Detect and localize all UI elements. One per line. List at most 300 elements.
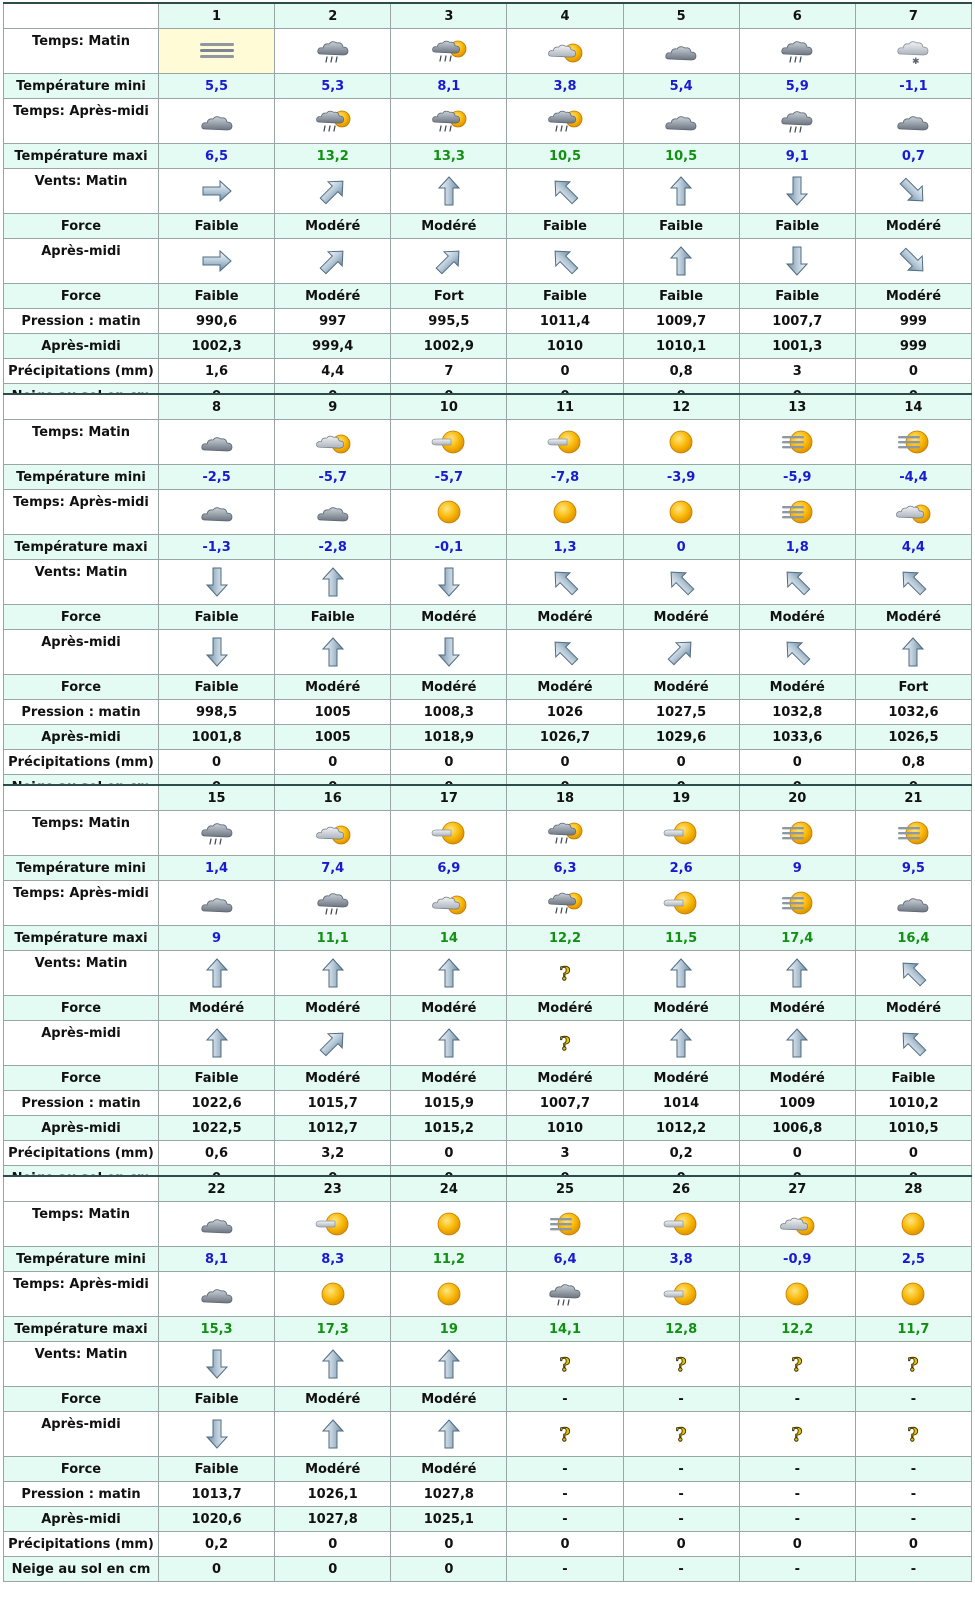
row-morning-weather: [4, 1202, 972, 1247]
weather-cell: [159, 811, 275, 856]
haze-sun-icon: [545, 428, 585, 456]
header-corner: [4, 785, 159, 811]
min-temp-value: -7,8: [507, 465, 623, 490]
header-corner: [4, 394, 159, 420]
min-temp-value: 2,6: [623, 856, 739, 881]
snow-depth-value: -: [855, 1557, 971, 1582]
arrow-up-icon: [200, 1026, 234, 1060]
weather-cell: [159, 420, 275, 465]
wind-cell: [391, 951, 507, 996]
arrow-up-icon: [432, 956, 466, 990]
max-temp-value: 16,4: [855, 926, 971, 951]
wind-cell: [275, 1412, 391, 1457]
arrow-up-icon: [432, 174, 466, 208]
row-label: Pression : matin: [4, 700, 159, 725]
wind-cell: [623, 239, 739, 284]
day-number: 20: [739, 785, 855, 811]
weather-cell: [391, 99, 507, 144]
unknown-icon: [901, 1350, 925, 1378]
day-number: 26: [623, 1176, 739, 1202]
cloud-icon: [661, 37, 701, 65]
precipitation-value: 0,2: [623, 1141, 739, 1166]
row-max-temp: [4, 1317, 972, 1342]
weather-cell: [623, 99, 739, 144]
weather-cell: [391, 881, 507, 926]
row-force-morning: [4, 605, 972, 630]
wind-cell: [507, 630, 623, 675]
precipitation-value: 0: [275, 1532, 391, 1557]
unknown-icon: [553, 1420, 577, 1448]
wind-force-value: Modéré: [507, 675, 623, 700]
cloud-sun-icon: [893, 498, 933, 526]
sun-icon: [429, 1280, 469, 1308]
arrow-down-right-icon: [896, 174, 930, 208]
pressure-value: 1005: [275, 700, 391, 725]
row-label: Force: [4, 675, 159, 700]
precipitation-value: 0,8: [855, 750, 971, 775]
min-temp-value: -1,1: [855, 74, 971, 99]
pressure-value: 997: [275, 309, 391, 334]
day-number: 11: [507, 394, 623, 420]
haze-sun-icon: [661, 1210, 701, 1238]
fog-icon: [197, 38, 237, 64]
row-label: Précipitations (mm): [4, 750, 159, 775]
weather-cell: [507, 881, 623, 926]
weather-cell: [275, 881, 391, 926]
min-temp-value: 5,4: [623, 74, 739, 99]
pressure-value: 999: [855, 309, 971, 334]
row-label: Force: [4, 1457, 159, 1482]
row-label: Précipitations (mm): [4, 1141, 159, 1166]
pressure-value: 1013,7: [159, 1482, 275, 1507]
max-temp-value: 17,4: [739, 926, 855, 951]
row-label: Temps: Matin: [4, 29, 159, 74]
day-number: 2: [275, 3, 391, 29]
wind-cell: [855, 169, 971, 214]
row-morning-wind: [4, 1342, 972, 1387]
row-label: Temps: Après-midi: [4, 881, 159, 926]
weather-cell: [275, 1272, 391, 1317]
min-temp-value: 9,5: [855, 856, 971, 881]
cloud-icon: [197, 107, 237, 135]
precipitation-value: 0: [739, 1532, 855, 1557]
wind-force-value: Modéré: [855, 214, 971, 239]
pressure-value: 1010: [507, 1116, 623, 1141]
week-table-3: [3, 784, 972, 1191]
wind-cell: [855, 1342, 971, 1387]
unknown-icon: [553, 1029, 577, 1057]
cloud-icon: [197, 428, 237, 456]
wind-force-value: -: [739, 1457, 855, 1482]
row-precipitation: [4, 359, 972, 384]
row-label: Neige au sol en cm: [4, 1557, 159, 1582]
svg-text:✱: ✱: [912, 57, 920, 66]
row-afternoon-weather: [4, 881, 972, 926]
wind-force-value: Modéré: [275, 1387, 391, 1412]
wind-cell: [507, 1342, 623, 1387]
precipitation-value: 0: [507, 1532, 623, 1557]
arrow-up-icon: [316, 1417, 350, 1451]
mist-sun-icon: [893, 428, 933, 456]
weather-cell: [507, 490, 623, 535]
day-number: 4: [507, 3, 623, 29]
wind-cell: [391, 1412, 507, 1457]
haze-sun-icon: [313, 1210, 353, 1238]
wind-force-value: Faible: [159, 1457, 275, 1482]
pressure-value: 1026,7: [507, 725, 623, 750]
wind-force-value: Faible: [855, 1066, 971, 1091]
max-temp-value: -1,3: [159, 535, 275, 560]
max-temp-value: 6,5: [159, 144, 275, 169]
cloud-icon: [197, 889, 237, 917]
arrow-down-icon: [200, 565, 234, 599]
min-temp-value: 6,4: [507, 1247, 623, 1272]
pressure-value: 1020,6: [159, 1507, 275, 1532]
weather-cell: [855, 1272, 971, 1317]
wind-force-value: Modéré: [275, 1066, 391, 1091]
row-label: Après-midi: [4, 1412, 159, 1457]
wind-force-value: Faible: [507, 214, 623, 239]
rain-icon: [777, 36, 817, 66]
row-label: Température mini: [4, 74, 159, 99]
row-precipitation: [4, 1532, 972, 1557]
weather-cell: [739, 420, 855, 465]
cloud-sun-icon: [545, 37, 585, 65]
wind-force-value: Modéré: [275, 1457, 391, 1482]
svg-text:?: ?: [791, 1354, 803, 1376]
weather-cell: [739, 490, 855, 535]
row-label: Temps: Après-midi: [4, 99, 159, 144]
row-min-temp: [4, 856, 972, 881]
pressure-value: 1010,5: [855, 1116, 971, 1141]
precipitation-value: 0,2: [159, 1532, 275, 1557]
wind-cell: [623, 630, 739, 675]
cloud-sun-icon: [313, 819, 353, 847]
wind-cell: [507, 239, 623, 284]
svg-text:?: ?: [675, 1354, 687, 1376]
weather-cell: [159, 1272, 275, 1317]
arrow-up-icon: [432, 1417, 466, 1451]
arrow-up-icon: [664, 174, 698, 208]
day-number: 17: [391, 785, 507, 811]
wind-force-value: Faible: [159, 284, 275, 309]
weather-cell: [159, 29, 275, 74]
pressure-value: 1014: [623, 1091, 739, 1116]
unknown-icon: [669, 1350, 693, 1378]
day-header-row: [4, 394, 972, 420]
row-max-temp: [4, 144, 972, 169]
arrow-up-left-icon: [780, 635, 814, 669]
weather-cell: [623, 881, 739, 926]
max-temp-value: 11,5: [623, 926, 739, 951]
precipitation-value: 0: [855, 1532, 971, 1557]
arrow-up-left-icon: [780, 565, 814, 599]
wind-cell: [855, 1412, 971, 1457]
weather-cell: [507, 420, 623, 465]
wind-force-value: Modéré: [275, 996, 391, 1021]
precipitation-value: 0,8: [623, 359, 739, 384]
wind-force-value: Modéré: [391, 605, 507, 630]
wind-cell: [855, 239, 971, 284]
wind-cell: [739, 239, 855, 284]
min-temp-value: 6,3: [507, 856, 623, 881]
unknown-icon: [785, 1420, 809, 1448]
min-temp-value: -4,4: [855, 465, 971, 490]
arrow-up-right-icon: [432, 244, 466, 278]
row-label: Temps: Matin: [4, 811, 159, 856]
weather-cell: [855, 881, 971, 926]
row-label: Précipitations (mm): [4, 1532, 159, 1557]
wind-force-value: Modéré: [275, 214, 391, 239]
weather-cell: [159, 1202, 275, 1247]
wind-cell: [159, 1412, 275, 1457]
row-afternoon-weather: [4, 1272, 972, 1317]
unknown-icon: [901, 1420, 925, 1448]
day-number: 6: [739, 3, 855, 29]
min-temp-value: 1,4: [159, 856, 275, 881]
svg-text:?: ?: [907, 1424, 919, 1446]
min-temp-value: -5,9: [739, 465, 855, 490]
arrow-down-icon: [200, 635, 234, 669]
row-pressure-afternoon: [4, 1116, 972, 1141]
wind-force-value: Faible: [623, 214, 739, 239]
unknown-icon: [669, 1420, 693, 1448]
precipitation-value: 0: [855, 359, 971, 384]
arrow-down-icon: [200, 1347, 234, 1381]
pressure-value: 999: [855, 334, 971, 359]
precipitation-value: 0: [159, 750, 275, 775]
wind-cell: [855, 1021, 971, 1066]
sun-icon: [893, 1280, 933, 1308]
unknown-icon: [785, 1350, 809, 1378]
wind-force-value: Modéré: [159, 996, 275, 1021]
min-temp-value: -5,7: [275, 465, 391, 490]
row-label: Après-midi: [4, 1021, 159, 1066]
wind-cell: [739, 169, 855, 214]
row-force-afternoon: [4, 284, 972, 309]
snow-depth-value: 0: [159, 1557, 275, 1582]
row-pressure-morning: [4, 1482, 972, 1507]
wind-cell: [391, 560, 507, 605]
max-temp-value: 11,7: [855, 1317, 971, 1342]
wind-force-value: Modéré: [391, 675, 507, 700]
arrow-up-icon: [664, 956, 698, 990]
max-temp-value: 9: [159, 926, 275, 951]
wind-force-value: Faible: [159, 214, 275, 239]
wind-force-value: Faible: [507, 284, 623, 309]
snow-depth-value: 0: [275, 1557, 391, 1582]
wind-cell: [739, 1021, 855, 1066]
wind-cell: [159, 1021, 275, 1066]
weather-cell: [391, 1272, 507, 1317]
row-morning-weather: [4, 420, 972, 465]
svg-text:?: ?: [675, 1424, 687, 1446]
day-number: 25: [507, 1176, 623, 1202]
weather-cell: [855, 1202, 971, 1247]
row-max-temp: [4, 535, 972, 560]
weather-cell: [391, 29, 507, 74]
row-label: Température maxi: [4, 926, 159, 951]
arrow-up-right-icon: [316, 174, 350, 208]
max-temp-value: 12,2: [507, 926, 623, 951]
wind-force-value: Faible: [159, 1066, 275, 1091]
weather-cell: [159, 490, 275, 535]
pressure-value: 1026: [507, 700, 623, 725]
row-max-temp: [4, 926, 972, 951]
weather-cell: [391, 811, 507, 856]
rain-sun-icon: [313, 106, 353, 136]
row-afternoon-wind: [4, 630, 972, 675]
arrow-down-icon: [780, 174, 814, 208]
row-label: Après-midi: [4, 725, 159, 750]
wind-force-value: Modéré: [391, 996, 507, 1021]
min-temp-value: -2,5: [159, 465, 275, 490]
row-pressure-morning: [4, 1091, 972, 1116]
min-temp-value: -0,9: [739, 1247, 855, 1272]
row-morning-wind: [4, 560, 972, 605]
arrow-down-right-icon: [896, 244, 930, 278]
min-temp-value: 7,4: [275, 856, 391, 881]
day-number: 10: [391, 394, 507, 420]
precipitation-value: 0: [391, 750, 507, 775]
wind-force-value: Fort: [391, 284, 507, 309]
pressure-value: 1027,8: [275, 1507, 391, 1532]
arrow-up-icon: [432, 1347, 466, 1381]
wind-cell: [159, 1342, 275, 1387]
weather-cell: [855, 29, 971, 74]
precipitation-value: 7: [391, 359, 507, 384]
row-afternoon-weather: [4, 99, 972, 144]
pressure-value: 1011,4: [507, 309, 623, 334]
precipitation-value: 0: [739, 1141, 855, 1166]
pressure-value: 1015,9: [391, 1091, 507, 1116]
pressure-value: -: [507, 1482, 623, 1507]
pressure-value: 990,6: [159, 309, 275, 334]
pressure-value: -: [855, 1507, 971, 1532]
day-number: 5: [623, 3, 739, 29]
row-pressure-afternoon: [4, 1507, 972, 1532]
weather-cell: [855, 811, 971, 856]
cloud-icon: [197, 498, 237, 526]
wind-force-value: Faible: [159, 675, 275, 700]
haze-sun-icon: [661, 819, 701, 847]
row-label: Force: [4, 1066, 159, 1091]
wind-force-value: Faible: [623, 284, 739, 309]
precipitation-value: 0: [507, 359, 623, 384]
row-afternoon-weather: [4, 490, 972, 535]
pressure-value: 1002,9: [391, 334, 507, 359]
arrow-up-left-icon: [548, 635, 582, 669]
weather-cell: [275, 99, 391, 144]
precipitation-value: 3: [739, 359, 855, 384]
wind-force-value: -: [623, 1457, 739, 1482]
week-table-1: [3, 2, 972, 409]
row-label: Après-midi: [4, 630, 159, 675]
weather-cell: [739, 881, 855, 926]
row-pressure-afternoon: [4, 334, 972, 359]
svg-text:?: ?: [559, 963, 571, 985]
day-number: 24: [391, 1176, 507, 1202]
row-snow: [4, 1557, 972, 1582]
row-force-afternoon: [4, 675, 972, 700]
cloud-sun-icon: [777, 1210, 817, 1238]
haze-sun-icon: [429, 428, 469, 456]
pressure-value: 1009,7: [623, 309, 739, 334]
unknown-icon: [553, 1350, 577, 1378]
row-morning-wind: [4, 169, 972, 214]
rain-sun-icon: [429, 106, 469, 136]
wind-force-value: Modéré: [507, 1066, 623, 1091]
row-morning-wind: [4, 951, 972, 996]
day-header-row: [4, 1176, 972, 1202]
arrow-up-icon: [316, 565, 350, 599]
snow-depth-value: 0: [391, 1557, 507, 1582]
row-label: Temps: Après-midi: [4, 490, 159, 535]
pressure-value: 998,5: [159, 700, 275, 725]
row-pressure-afternoon: [4, 725, 972, 750]
row-label: Vents: Matin: [4, 560, 159, 605]
wind-force-value: -: [507, 1387, 623, 1412]
pressure-value: 1012,2: [623, 1116, 739, 1141]
wind-cell: [623, 560, 739, 605]
day-header-row: [4, 3, 972, 29]
rain-sun-icon: [429, 36, 469, 66]
row-label: Après-midi: [4, 239, 159, 284]
min-temp-value: 8,1: [391, 74, 507, 99]
row-label: Après-midi: [4, 1116, 159, 1141]
day-number: 12: [623, 394, 739, 420]
wind-force-value: Modéré: [623, 1066, 739, 1091]
pressure-value: 995,5: [391, 309, 507, 334]
wind-force-value: Faible: [159, 605, 275, 630]
cloud-sun-icon: [313, 428, 353, 456]
max-temp-value: 10,5: [623, 144, 739, 169]
wind-cell: [855, 951, 971, 996]
row-label: Température mini: [4, 1247, 159, 1272]
sun-icon: [429, 1210, 469, 1238]
row-force-morning: [4, 1387, 972, 1412]
row-label: Après-midi: [4, 334, 159, 359]
pressure-value: 1010,1: [623, 334, 739, 359]
weather-cell: [623, 811, 739, 856]
sun-icon: [661, 428, 701, 456]
wind-cell: [159, 560, 275, 605]
pressure-value: 1012,7: [275, 1116, 391, 1141]
weather-cell: [391, 490, 507, 535]
weather-cell: [855, 99, 971, 144]
rain-sun-icon: [545, 818, 585, 848]
wind-force-value: -: [855, 1457, 971, 1482]
weather-cell: [159, 881, 275, 926]
wind-force-value: -: [739, 1387, 855, 1412]
max-temp-value: 10,5: [507, 144, 623, 169]
mist-sun-icon: [893, 819, 933, 847]
row-label: Force: [4, 605, 159, 630]
weather-cell: [275, 420, 391, 465]
wind-cell: [507, 951, 623, 996]
day-number: 15: [159, 785, 275, 811]
arrow-right-icon: [200, 174, 234, 208]
wind-force-value: Modéré: [623, 996, 739, 1021]
wind-cell: [623, 1342, 739, 1387]
sun-icon: [313, 1280, 353, 1308]
cloud-icon: [893, 107, 933, 135]
weather-cell: [739, 99, 855, 144]
arrow-up-right-icon: [316, 244, 350, 278]
wind-cell: [507, 169, 623, 214]
weather-cell: [739, 29, 855, 74]
cloud-sun-icon: [429, 889, 469, 917]
